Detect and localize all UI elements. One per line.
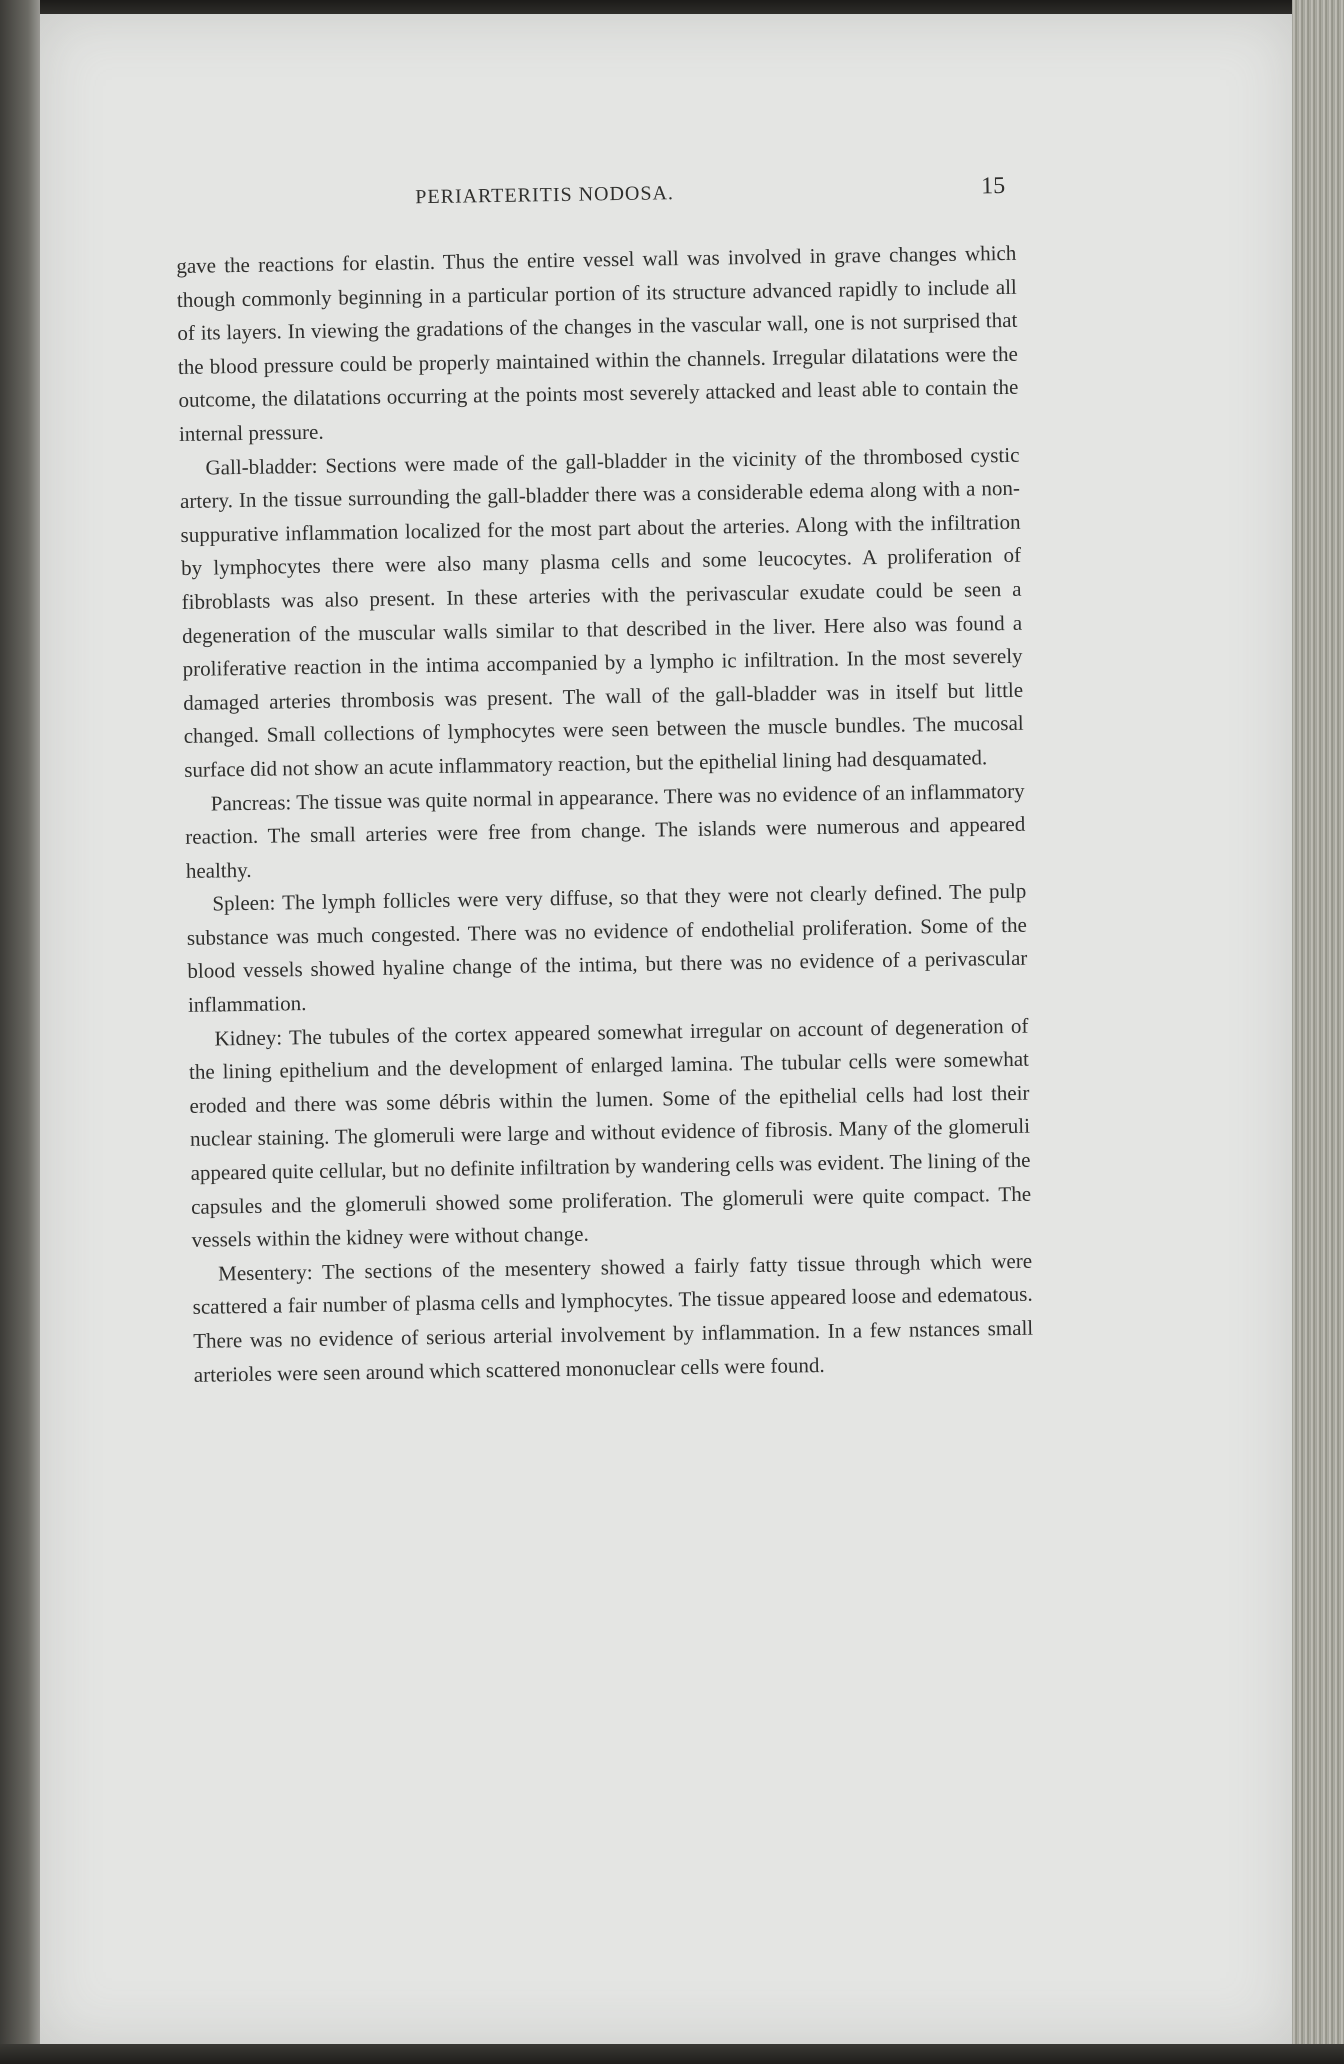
paragraph-elastin <box>176 237 1019 452</box>
section-lead: Mesentery: <box>217 1259 313 1286</box>
paragraph-text: The tubules of the cortex appeared somewhat irregular on account of degeneration of the lining epithelium and the development of enlarged lamina. The tubular cells were somewhat eroded and there was some débris within the lumen. Some of the epithelial cells had lost their nuclear staining. The glomeruli were large and without evidence of fibrosis. Many of the glomeruli appeared quite cellular, but no definite infiltration by wandering cells was evident. The lining of the capsules and the glomeruli showed some proliferation. The glomeruli were quite compact. The vessels within the kidney were without change. <box>188 1013 1032 1253</box>
page-number: 15 <box>980 172 1006 200</box>
section-lead: Pancreas: <box>210 789 292 816</box>
paragraph-text: The sections of the mesentery showed a fairly fatty tissue through which were scattered a fair number of plasma cells and lymphocytes. The tissue appeared loose and edematous. There was no evidence of serious arterial involvement by inflammation. In a few nstances small arterioles were seen around which scattered mononuclear cells were found. <box>192 1248 1034 1387</box>
paragraph-spleen <box>186 875 1028 1023</box>
section-lead: Kidney: <box>214 1025 283 1051</box>
bottom-page-edge <box>0 2044 1344 2064</box>
book-binding-edge <box>0 0 40 2064</box>
paragraph-text: Sections were made of the gall-bladder in the vicinity of the thrombosed cystic artery. In the tissue surrounding the gall-bladder there was a considerable edema along with a non-suppurative inflammation localized for the most part about the arteries. Along with the infiltration by lymphocytes there were also many plasma cells and some leucocytes. A proliferation of fibroblasts was also present. In these arteries with the perivascular exudate could be seen a degeneration of the muscular walls similar to that described in the liver. Here also was found a proliferative reaction in the intima accompanied by a lympho ic infiltration. In the most severely damaged arteries thrombosis was present. The wall of the gall-bladder was in itself but little changed. Small collections of lymphocytes were seen between the muscle bundles. The mucosal surface did not show an acute inflammatory reaction, but the epithelial lining had desquamated. <box>179 442 1024 782</box>
paragraph-gall-bladder <box>179 438 1024 787</box>
paragraph-mesentery <box>192 1244 1034 1392</box>
paragraph-text: The tissue was quite normal in appearance. There was no evidence of an inflammatory reaction. The small arteries were free from change. The islands were numerous and appeared healthy. <box>185 778 1026 883</box>
section-lead: Gall-bladder: <box>205 453 318 480</box>
page-stack-edge <box>1292 0 1344 2064</box>
running-title: PERIARTERITIS NODOSA. <box>415 182 675 209</box>
paragraph-kidney <box>188 1009 1032 1257</box>
section-lead: Spleen: <box>212 890 276 916</box>
paragraph-pancreas <box>185 774 1026 888</box>
paragraph-text: gave the reactions for elastin. Thus the entire vessel wall was involved in grave changes which though commonly beginning in a particular portion of its structure advanced rapidly to include all of its layers. In viewing the gradations of the changes in the vascular wall, one is not surprised that the blood pressure could be properly maintained within the channels. Irregular dilatations were the outcome, the dilatations occurring at the points most severely attacked and least able to contain the internal pressure. <box>176 240 1019 446</box>
paragraph-text: The lymph follicles were very diffuse, so that they were not clearly defined. The pulp substance was much congested. There was no evidence of endothelial proliferation. Some of the blood vessels showed hyaline change of the intima, but there was no evidence of a perivascular inflammation. <box>186 878 1028 1017</box>
page-content <box>175 167 1034 1392</box>
body-text <box>176 237 1034 1392</box>
